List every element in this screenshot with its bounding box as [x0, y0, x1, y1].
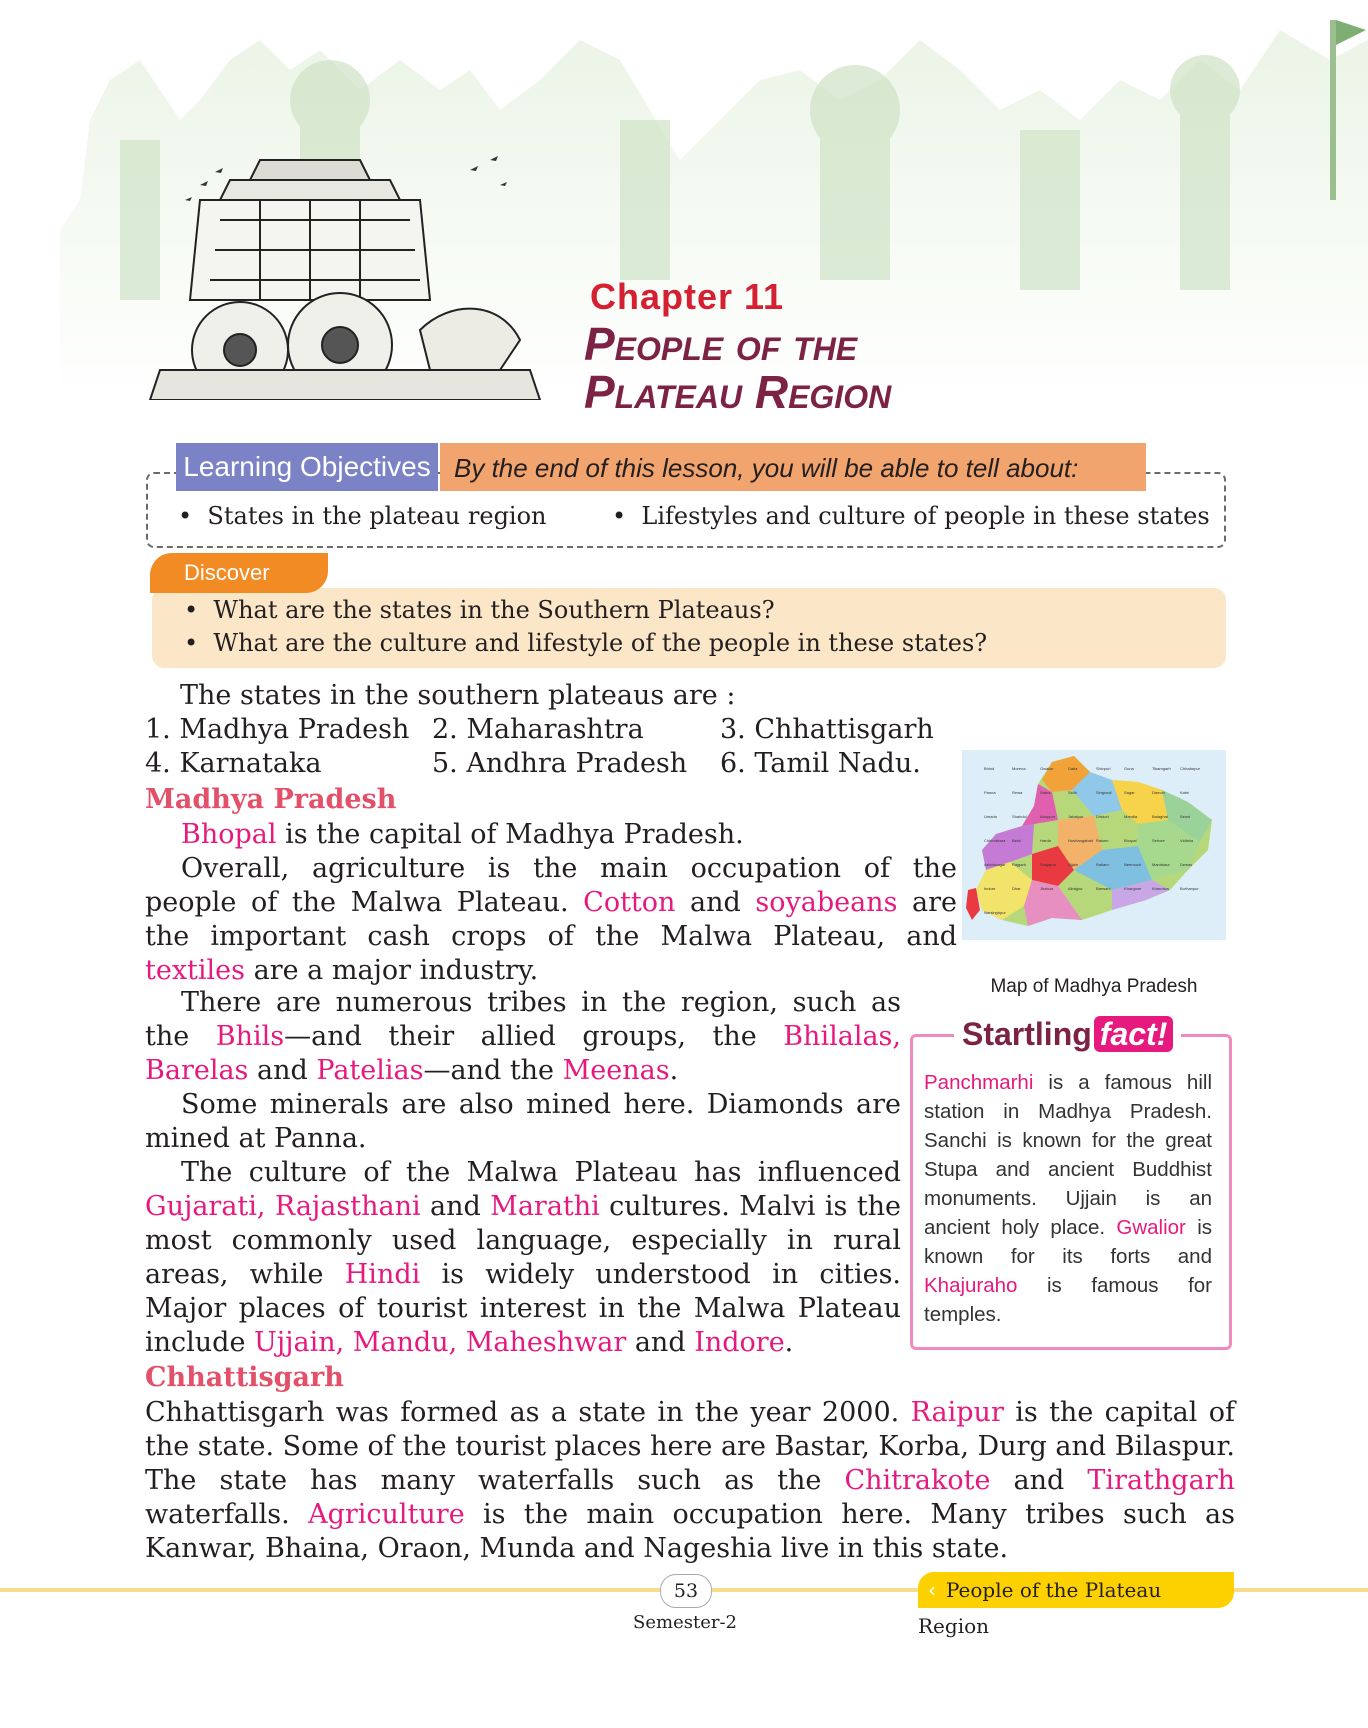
map-district-label: Khargone: [1124, 886, 1142, 891]
learning-objective-item: • Lifestyles and culture of people in these states: [612, 502, 1210, 530]
chapter-title: [584, 320, 891, 416]
chhattisgarh-paragraph: Chhattisgarh was formed as a state in the year 2000. Raipur is the capital of the state. Some of the tourist places here are Bastar, Korba, Durg and Bilaspur. The state has many waterfalls such as the Chitrakote and Tirathgarh waterfalls. Agriculture is the main occupation here. Many tribes such as Kanwar, Bhaina, Oraon, Munda and Nageshia live in this state.: [145, 1397, 1236, 1564]
footer-chapter-label: People of the Plateau Region: [918, 1578, 1162, 1638]
map-district-label: Bhind: [984, 766, 995, 771]
learning-objective-item: • States in the plateau region: [178, 502, 547, 530]
mp-paragraph-2: Overall, agriculture is the main occupation of the people of the Malwa Plateau. Cotton and soyabeans are the important cash crops of the Malwa Plateau, and textiles are a major industry.: [145, 853, 957, 986]
map-district-label: Jabalpur: [1068, 814, 1084, 819]
map-district-label: Indore: [984, 886, 996, 891]
state-item: 3. Chhattisgarh: [720, 714, 934, 745]
map-district-label: Vidisha: [1180, 838, 1194, 843]
mp-paragraph-3: There are numerous tribes in the region, such as the Bhils—and their allied groups, the Bhilalas, Barelas and Patelias—and the Meenas.: [145, 987, 901, 1086]
map-district-label: Gwalior: [1040, 766, 1054, 771]
state-item: 4. Karnataka: [145, 748, 322, 779]
page-number: 53: [660, 1574, 712, 1608]
map-district-label: Raisen: [1096, 838, 1109, 843]
map-district-label: Sidhi: [1068, 790, 1077, 795]
map-district-label: Bhopal: [1124, 838, 1137, 843]
map-district-label: Singrauli: [1096, 790, 1112, 795]
map-district-label: Harda: [1040, 838, 1051, 843]
map-district-label: Damoh: [1152, 790, 1165, 795]
mp-paragraph-5: The culture of the Malwa Plateau has influenced Gujarati, Rajasthani and Marathi cultures. Malvi is the most commonly used language, especially in rural areas, while Hindi is widely understood in cities. Major places of tourist interest in the Malwa Plateau include Ujjain, Mandu, Maheshwar and Indore.: [145, 1157, 902, 1358]
map-district-label: Chhatarpur: [1180, 766, 1201, 771]
map-district-label: Rajgarh: [1012, 862, 1027, 867]
map-district-label: Ashoknagar: [984, 862, 1006, 867]
map-district-label: Mandla: [1124, 814, 1138, 819]
mp-paragraph-1: Bhopal is the capital of Madhya Pradesh.: [181, 819, 744, 850]
map-district-label: Sehore: [1152, 838, 1165, 843]
learning-objectives-label: Learning Objectives: [176, 443, 438, 491]
discover-item: • What are the states in the Southern Plateaus?: [184, 596, 775, 624]
learning-objectives-intro: By the end of this lesson, you will be able to tell about:: [440, 443, 1146, 491]
state-item: 2. Maharashtra: [432, 714, 644, 745]
map-district-label: Ujjain: [1068, 862, 1079, 867]
map-district-label: Neemuch: [1124, 862, 1142, 867]
map-district-label: Barwani: [1096, 886, 1111, 891]
map-district-label: Morena: [1012, 766, 1026, 771]
section-heading-madhya-pradesh: Madhya Pradesh: [145, 784, 397, 815]
map-district-label: Katni: [1180, 790, 1190, 795]
state-item: 5. Andhra Pradesh: [432, 748, 688, 779]
chevron-left-icon: ‹: [928, 1578, 936, 1602]
map-district-label: Mandsaur: [1152, 862, 1170, 867]
map-district-label: Balaghat: [1152, 814, 1168, 819]
map-district-label: Sagar: [1124, 790, 1135, 795]
discover-item: • What are the culture and lifestyle of the people in these states?: [184, 629, 988, 657]
map-district-label: Dindori: [1096, 814, 1109, 819]
map-district-label: Umaria: [984, 814, 997, 819]
chapter-title-line1: People of the: [584, 318, 858, 370]
map-district-label: Rewa: [1012, 790, 1023, 795]
footer-chapter-tab: [918, 1572, 1234, 1638]
mp-paragraph-4: Some minerals are also mined here. Diamonds are mined at Panna.: [145, 1089, 901, 1154]
discover-label: Discover: [150, 553, 328, 593]
map-illustration: [962, 750, 1226, 940]
states-intro: The states in the southern plateaus are :: [180, 680, 736, 711]
semester-label: Semester-2: [633, 1612, 737, 1633]
chapter-number: Chapter 11: [590, 276, 785, 317]
map-district-label: Anuppur: [1040, 814, 1056, 819]
state-item: 1. Madhya Pradesh: [145, 714, 410, 745]
map-district-label: Betul: [1012, 838, 1022, 843]
madhya-pradesh-map: [962, 750, 1226, 940]
map-district-label: Alirajpur: [1068, 886, 1083, 891]
startling-fact-text: Panchmarhi is a famous hill station in Madhya Pradesh. Sanchi is known for the great Stupa and ancient Buddhist monuments. Ujjain is an ancient holy place. Gwalior is known for its forts and Khajuraho is famous for temples.: [924, 1071, 1212, 1326]
map-district-label: Chhindwara: [984, 838, 1006, 843]
map-district-label: Shajapur: [1040, 862, 1057, 867]
map-district-label: Narsinghpur: [984, 910, 1006, 915]
map-caption: Map of Madhya Pradesh: [990, 976, 1198, 997]
map-district-label: Hoshangabad: [1068, 838, 1093, 843]
map-district-label: Seoni: [1180, 814, 1191, 819]
fact-badge: fact!: [1094, 1016, 1174, 1052]
map-district-label: Dewas: [1180, 862, 1193, 867]
map-district-label: Dhar: [1012, 886, 1021, 891]
state-item: 6. Tamil Nadu.: [720, 748, 921, 779]
map-district-label: Burhanpur: [1180, 886, 1199, 891]
map-district-label: Shivpuri: [1096, 766, 1111, 771]
map-district-label: Guna: [1124, 766, 1134, 771]
map-district-label: Satna: [1040, 790, 1051, 795]
chapter-title-line2: Plateau Region: [584, 366, 892, 418]
map-district-label: Shahdol: [1012, 814, 1027, 819]
map-district-label: Datia: [1068, 766, 1078, 771]
startling-fact-title: Startling fact!: [954, 1016, 1181, 1053]
map-district-label: Jhabua: [1040, 886, 1054, 891]
map-district-label: Ratlam: [1096, 862, 1109, 867]
section-heading-chhattisgarh: Chhattisgarh: [145, 1362, 344, 1393]
map-district-label: Khandwa: [1152, 886, 1169, 891]
map-district-label: Panna: [984, 790, 996, 795]
map-district-label: Tikamgarh: [1152, 766, 1171, 771]
